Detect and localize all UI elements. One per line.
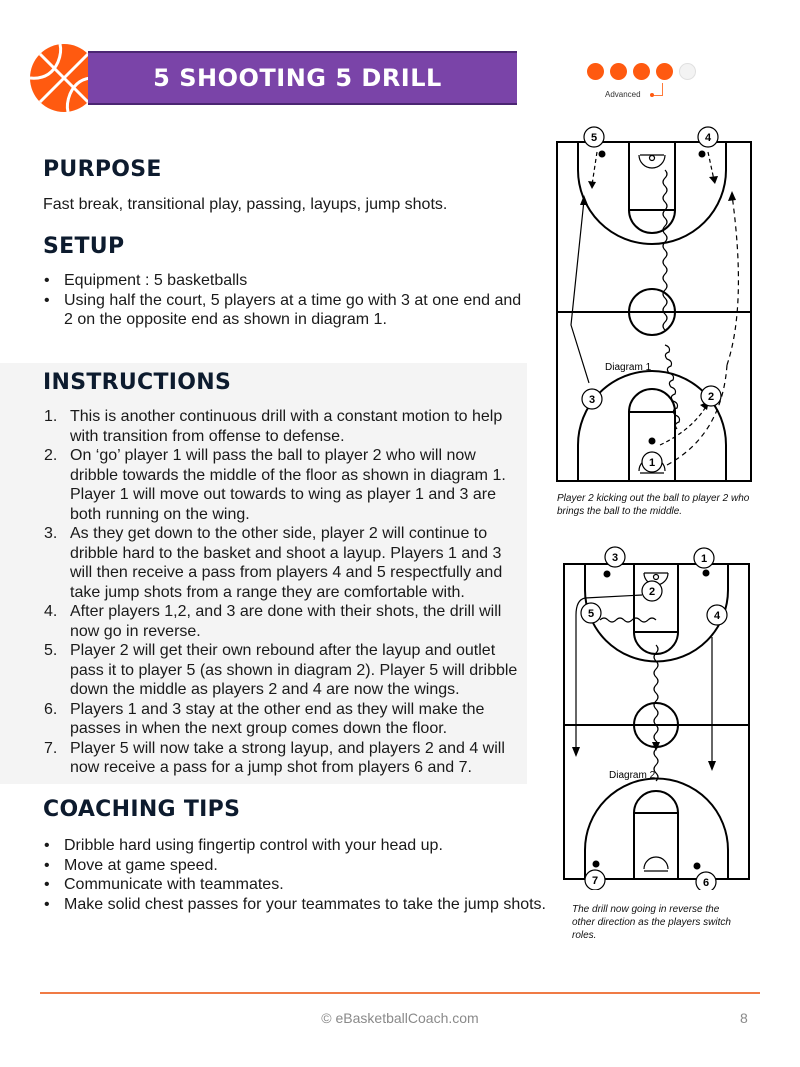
- difficulty-indicator: [587, 63, 696, 99]
- level-dot-empty: [679, 63, 696, 80]
- coaching-tips-heading: COACHING TIPS: [43, 797, 241, 822]
- diagram-1-caption: Player 2 kicking out the ball to player 2 who brings the ball to the middle.: [557, 493, 750, 517]
- purpose-heading: PURPOSE: [43, 157, 162, 182]
- instruction-step: 5. Player 2 will get their own rebound after the layup and outlet pass it to player 5 (as shown in diagram 2). Player 5 will dribble down the middle as players 2 and 4 are now the wings.: [44, 642, 518, 698]
- svg-text:7: 7: [591, 875, 599, 887]
- svg-text:4: 4: [704, 132, 712, 144]
- instruction-step: 7. Player 5 will now take a strong layup, and players 2 and 4 will now receive a pass for a jump shot from players 6 and 7.: [44, 739, 505, 776]
- instruction-step: 2. On ‘go’ player 1 will pass the ball to player 2 who will now dribble towards the middle of the floor as shown in diagram 1. Player 1 will move out towards to wing as player 1 and 3 are both running on the wing.: [44, 447, 506, 523]
- svg-text:2: 2: [648, 586, 656, 598]
- diagram-2-caption: The drill now going in reverse the other direction as the players switch roles.: [572, 904, 731, 941]
- instructions-list: [44, 407, 526, 778]
- svg-text:3: 3: [588, 394, 596, 406]
- svg-text:4: 4: [713, 610, 721, 622]
- setup-heading: SETUP: [43, 234, 125, 259]
- setup-list: [44, 271, 524, 330]
- svg-text:2: 2: [707, 391, 715, 403]
- svg-text:1: 1: [700, 553, 708, 565]
- tip-item: • Dribble hard using fingertip control with your head up.: [44, 836, 564, 856]
- diagram-2-label: Diagram 2: [609, 770, 656, 781]
- title-banner: [88, 51, 517, 105]
- footer-divider: [40, 992, 760, 994]
- diagram-1-label: Diagram 1: [605, 362, 652, 373]
- instruction-step: 1. This is another continuous drill with a constant motion to help with transition from offense to defense.: [44, 408, 503, 445]
- setup-item: • Using half the court, 5 players at a time go with 3 at one end and 2 on the opposite end as shown in diagram 1.: [44, 291, 524, 330]
- coaching-tips-list: [44, 836, 564, 914]
- diagram-2-court: [560, 545, 755, 890]
- page-title: 5 SHOOTING 5 DRILL: [153, 64, 442, 92]
- level-dot-filled: [633, 63, 650, 80]
- tip-item: • Move at game speed.: [44, 856, 564, 876]
- instructions-heading: INSTRUCTIONS: [43, 370, 232, 395]
- instruction-step: 6. Players 1 and 3 stay at the other end as they will make the passes in when the next group comes down the floor.: [44, 700, 485, 737]
- purpose-text: Fast break, transitional play, passing, layups, jump shots.: [43, 196, 448, 213]
- svg-text:5: 5: [587, 608, 595, 620]
- diagram-1-court: [552, 125, 752, 485]
- instruction-step: 3. As they get down to the other side, player 2 will continue to dribble hard to the basket and shoot a layup. Players 1 and 3 will then receive a pass from players 4 and 5 respectfully and take jump shots from a range they are comfortable with.: [44, 525, 503, 601]
- level-dot-filled: [656, 63, 673, 80]
- instruction-step: 4. After players 1,2, and 3 are done with their shots, the drill will now go in reverse.: [44, 603, 502, 640]
- level-dot-filled: [610, 63, 627, 80]
- tip-item: • Communicate with teammates.: [44, 875, 564, 895]
- svg-text:6: 6: [702, 877, 710, 889]
- footer-copyright: © eBasketballCoach.com: [321, 1010, 479, 1026]
- svg-text:1: 1: [648, 457, 656, 469]
- page-number: 8: [740, 1010, 748, 1026]
- svg-text:5: 5: [590, 132, 598, 144]
- level-dot-filled: [587, 63, 604, 80]
- setup-item: • Equipment : 5 basketballs: [44, 271, 524, 291]
- level-label: Advanced: [605, 90, 641, 99]
- svg-text:3: 3: [611, 552, 619, 564]
- tip-item: • Make solid chest passes for your teammates to take the jump shots.: [44, 895, 564, 915]
- level-pip: [650, 93, 654, 97]
